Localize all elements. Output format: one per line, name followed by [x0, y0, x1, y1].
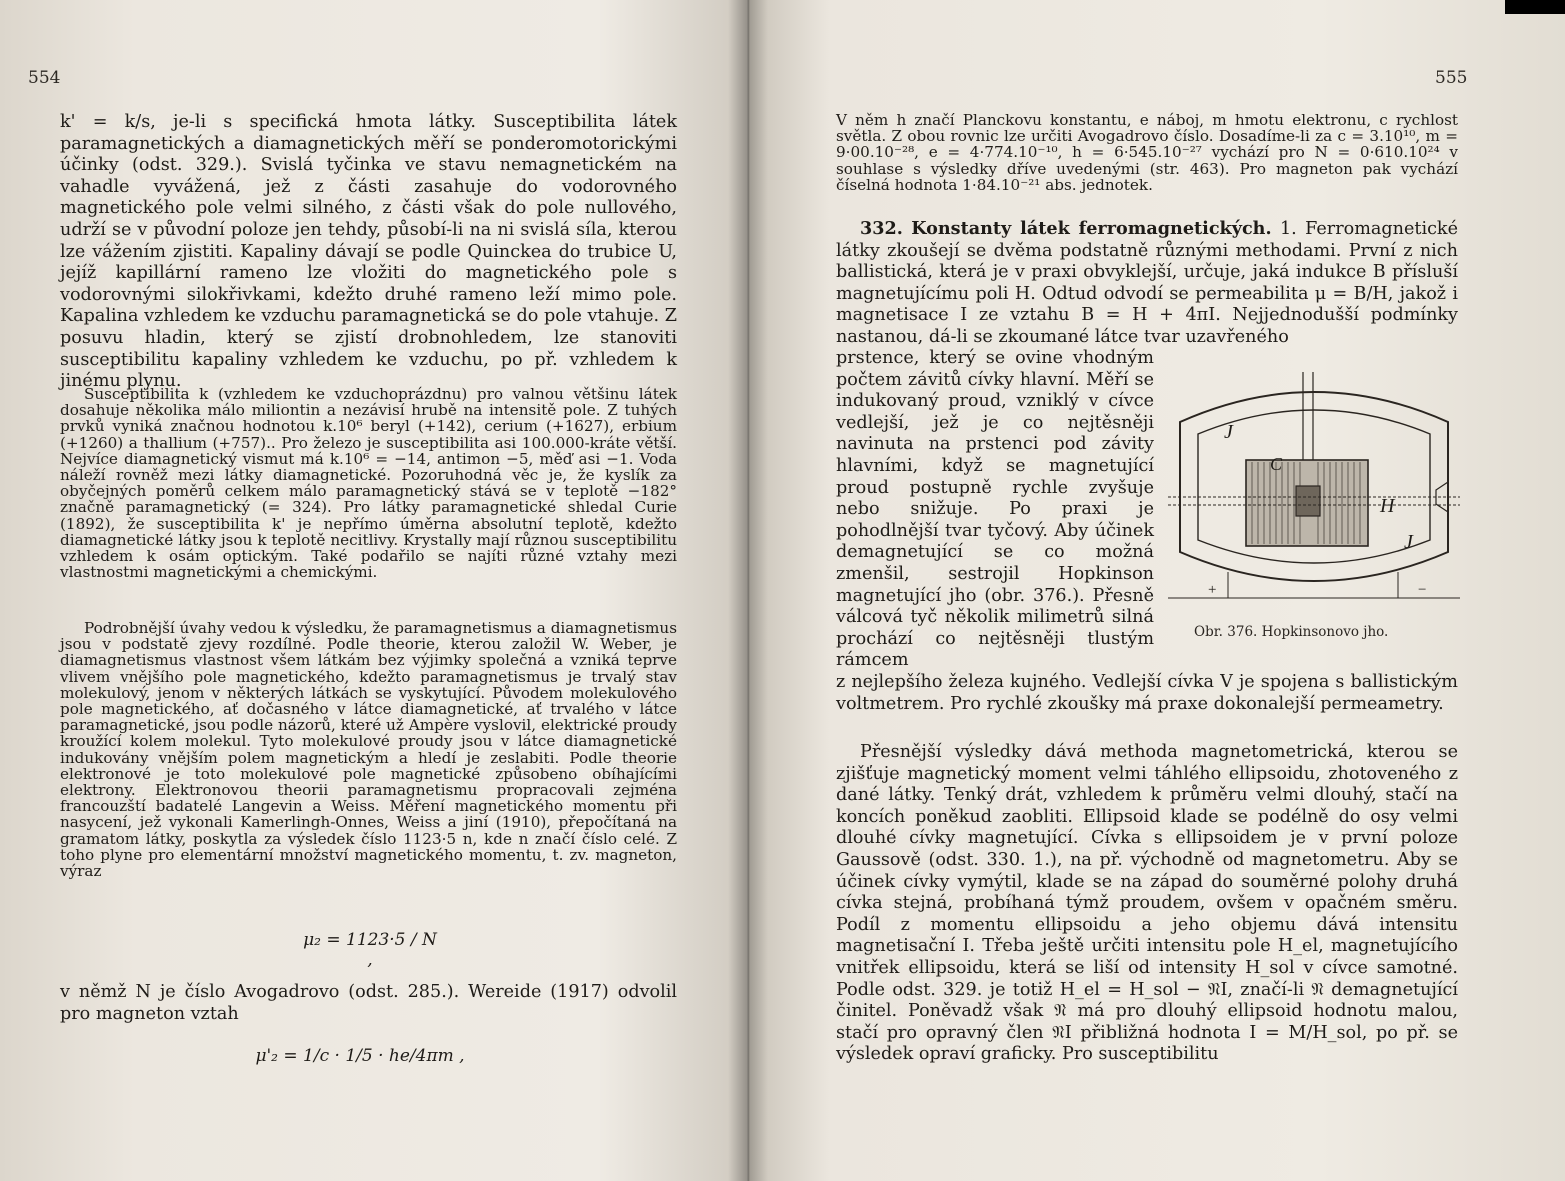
figure-hopkinson-yoke — [1168, 372, 1460, 602]
label-plus: + — [1208, 582, 1217, 598]
section-paragraph — [836, 218, 1458, 349]
label-j-bottom: J — [1404, 531, 1413, 553]
paragraph — [836, 742, 1458, 1066]
label-j-top: J — [1224, 421, 1233, 443]
book-gutter — [728, 0, 768, 1181]
label-minus: − — [1418, 582, 1427, 598]
paragraph — [60, 982, 677, 1025]
label-c: C — [1270, 454, 1283, 474]
left-page — [0, 0, 748, 1181]
paragraph-text: Přesnější výsledky dává methoda magnetometrická, kterou se zjišťuje magnetický moment velmi táhlého ellipsoidu, zhotoveného z dané látky. Tenký drát, vzhledem k průměru velmi dlouhý, stačí na koncích poněkud zaobliti. Ellipsoid klade se podélně do osy velmi dlouhé cívky magnetující. Cívka s ellipsoidem je v první poloze Gaussově (odst. 330. 1.), na př. východně od magnetometru. Aby se účinek cívky vymýtil, klade se na západ do souměrné polohy druhá cívka stejná, probíhaná týmž proudem, ovšem v opačném směru. Podíl z momentu ellipsoidu a jeho objemu dává intensitu magnetisační I. Třeba ještě určiti intensitu pole H_el, magnetujícího vnitřek ellipsoidu, která se liší od intensity H_sol v cívce samotné. Podle odst. 329. je totiž H_el = H_sol − 𝔑I, značí-li 𝔑 demagnetující činitel. Poněvadž však 𝔑 má pro dlouhý ellipsoid hodnotu malou, stačí pro opravný člen 𝔑I přibližná hodnota I = M/H_sol, po př. se výsledek opraví graficky. Pro susceptibilitu — [836, 742, 1458, 1065]
figure-caption: Obr. 376. Hopkinsonovo jho. — [1194, 624, 1389, 640]
paragraph-small — [60, 386, 677, 580]
paragraph-text: prstence, který se ovine vhodným počtem závitů cívky hlavní. Měří se indukovaný proud, vzniklý v cívce vedlejší, jež je co nejtěsněji navinuta na prstenci pod závity hlavními, když se magnetující proud postupně rychle zvyšuje nebo snižuje. Po praxi je pohodlnější tvar tyčový. Aby účinek demagnetující se co možná zmenšil, sestrojil Hopkinson magnetující jho (obr. 376.). Přesně válcová tyč několik milimetrů silná prochází co nejtěsněji tlustým rámcem — [836, 348, 1154, 671]
paragraph-small — [836, 112, 1458, 193]
paragraph-text: Susceptibilita k (vzhledem ke vzduchoprázdnu) pro valnou většinu látek dosahuje několika málo miliontin a nezávisí hrubě na intensitě pole. Z tuhých prvků vyniká značnou hodnotou k.10⁶ beryl (+142), cerium (+1627), erbium (+1260) a thallium (+757).. Pro železo je susceptibilita asi 100.000-kráte větší. Nejvíce diamagnetický vismut má k.10⁶ = −14, antimon −5, měď asi −1. Voda náleží rovněž mezi látky diamagnetické. Pozoruhodná věc je, že kyslík za obyčejných poměrů celkem málo paramagnetický stává se v teplotě −182° značně paramagnetický (= 324). Pro látky paramagnetické shledal Curie (1892), že susceptibilita k' je nepřímo úměrna absolutní teplotě, kdežto diamagnetické látky jsou k teplotě necitlivy. Krystally mají různou susceptibilitu vzhledem k osám optickým. Také podařilo se najíti různé vztahy mezi vlastnostmi magnetickými a chemickými. — [60, 385, 677, 582]
paragraph — [60, 112, 677, 393]
paragraph-text: v němž N je číslo Avogadrovo (odst. 285.). Wereide (1917) odvolil pro magneton vztah — [60, 982, 677, 1024]
label-h: H — [1380, 495, 1395, 517]
equation: μ'₂ = 1/c · 1/5 · he/4πm , — [255, 1046, 465, 1066]
page-number: 555 — [1435, 68, 1468, 88]
section-332 — [836, 218, 1458, 349]
paragraph-text: V něm h značí Planckovu konstantu, e náboj, m hmotu elektronu, c rychlost světla. Z obou rovnic lze určiti Avogadrovo číslo. Dosadíme-li za c = 3.10¹⁰, m = 9·00.10⁻²⁸, e = 4·774.10⁻¹⁰, h = 6·545.10⁻²⁷ vychází pro N = 0·610.10²⁴ v souhlase s výsledky dříve uvedenými (str. 463). Pro magneton pak vychází číselná hodnota 1·84.10⁻²¹ abs. jednotek. — [836, 111, 1458, 194]
section-number: 332. — [860, 218, 903, 239]
page-number: 554 — [28, 68, 61, 88]
right-page — [748, 0, 1565, 1181]
yoke-diagram — [1168, 372, 1460, 602]
scan-corner — [1505, 0, 1565, 14]
paragraph-text: Podrobnější úvahy vedou k výsledku, že paramagnetismus a diamagnetismus jsou v podstatě zjevy rozdílné. Podle theorie, kterou založil W. Weber, je diamagnetismus vlastnost všem látkám bez výjimky společná a vzniká teprve vlivem vnějšího pole magnetického, kdežto paramagnetismus je trvalý stav molekulový, jenom v některých látkách se vyskytující. Původem molekulového pole magnetického, ať dočasného v látce diamagnetické, ať trvalého v látce paramagnetické, jsou podle názorů, které už Ampère vyslovil, elektrické proudy kroužící kolem molekul. Tyto molekulové proudy jsou v látce diamagnetické indukovány vnějším polem magnetickým a hledí je zeslabiti. Podle theorie elektronové je toto molekulové pole magnetické způsobeno obíhajícími elektrony. Elektronovou theorii paramagnetismu propracovali zejména francouzští badatelé Langevin a Weiss. Měření magnetického momentu při nasycení, jež vykonali Kamerlingh-Onnes, Weiss a jiní (1910), přepočítaná na gramatom látky, poskytla za výsledek číslo 1123·5 n, kde n značí číslo celé. Z toho plyne pro elementární množství magnetického momentu, t. zv. magneton, výraz — [60, 619, 678, 881]
paragraph-text: 1. Ferromagnetické látky zkoušejí se dvěma podstatně různými methodami. První z nich ballistická, která je v praxi obvyklejší, určuje, jaká indukce B přísluší magnetujícímu poli H. Odtud odvodí se permeabilita μ = B/H, jakož i magnetisace I ze vztahu B = H + 4πI. Nejjednodušší podmínky nastanou, dá-li se zkoumané látce tvar uzavřeného — [836, 219, 1459, 347]
section-heading: Konstanty látek ferromagnetických. — [911, 218, 1272, 239]
paragraph-text: z nejlepšího železa kujného. Vedlejší cívka V je spojena s ballistickým voltmetrem. Pro rychlé zkoušky má praxe dokonalejší permeametry. — [836, 672, 1458, 714]
paragraph-small — [60, 620, 677, 879]
paragraph — [836, 672, 1458, 715]
paragraph-wrap — [836, 348, 1154, 672]
paragraph-text: k' = k/s, je-li s specifická hmota látky. Susceptibilita látek paramagnetických a diamagnetických měří se ponderomotorickými účinky (odst. 329.). Svislá tyčinka ve stavu nemagnetickém na vahadle vyvážená, jež z části zasahuje do vodorovného magnetického pole velmi silného, z části však do pole nullového, udrží se v původní poloze jen tehdy, působí-li na ni svislá síla, kterou lze vážením zjistiti. Kapaliny dávají se podle Quinckea do trubice U, jejíž kapillární rameno lze vložiti do magnetického pole s vodorovnými silokřivkami, kdežto druhé rameno leží mimo pole. Kapalina vzhledem ke vzduchu paramagnetická se do pole vtahuje. Z posuvu hladin, který se zjistí drobnohledem, lze stanoviti susceptibilitu kapaliny vzhledem ke vzduchu, po př. vzhledem k jinému plynu. — [60, 112, 677, 392]
equation: μ₂ = 1123·5 / N , — [303, 930, 437, 970]
